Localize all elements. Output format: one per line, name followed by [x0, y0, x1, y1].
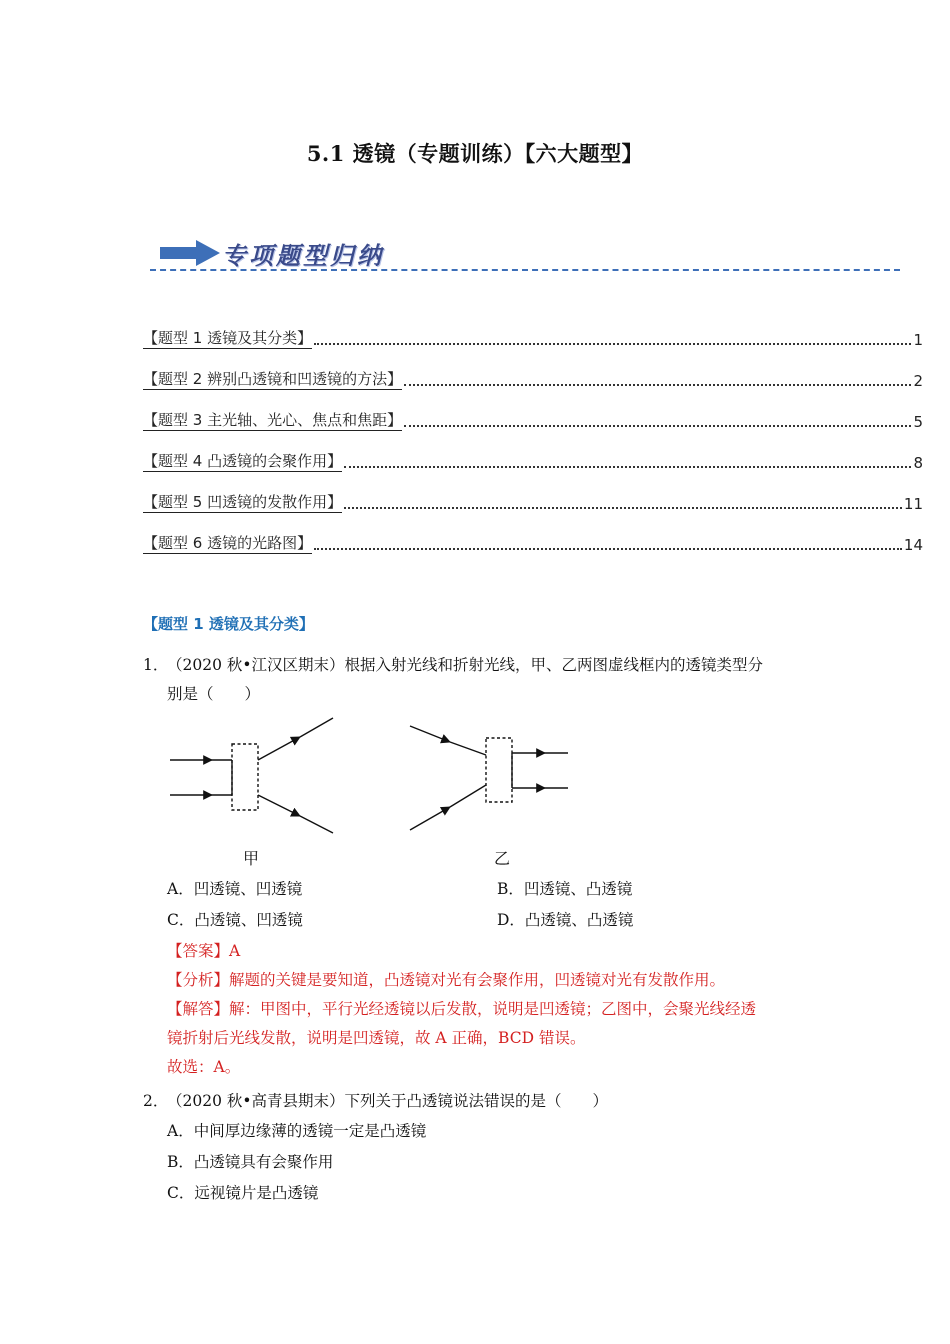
question-2 [143, 1087, 823, 1116]
answer: 【答案】A [167, 942, 241, 960]
figure-left [170, 718, 333, 833]
toc-item-label[interactable]: 【题型 2 辨别凸透镜和凹透镜的方法】 [143, 370, 403, 388]
option-a[interactable]: A．凹透镜、凹透镜 [167, 880, 303, 898]
right-arrow-icon [160, 240, 220, 266]
option-d[interactable]: D．凸透镜、凸透镜 [497, 911, 634, 929]
answer-block [167, 937, 817, 1082]
banner-divider [150, 269, 900, 271]
toc-item[interactable] [143, 513, 923, 554]
toc-item[interactable] [143, 472, 923, 513]
lens-diagram [160, 710, 590, 870]
question-number: 1． [143, 656, 169, 674]
toc-leader-dots [404, 425, 911, 427]
toc-item[interactable] [143, 431, 923, 472]
toc-item[interactable] [143, 308, 923, 349]
question-number: 2． [143, 1092, 169, 1110]
option-b[interactable]: B．凸透镜具有会聚作用 [167, 1153, 334, 1171]
banner-title: 专项题型归纳 [222, 242, 384, 270]
figure-label-yi: 乙 [494, 849, 511, 868]
final-choice: 故选：A。 [167, 1058, 241, 1076]
question-2-options [167, 1116, 867, 1209]
toc-leader-dots [344, 507, 902, 509]
toc-item-page: 8 [913, 454, 923, 472]
toc-item-page: 11 [903, 495, 923, 513]
toc-item-page: 5 [913, 413, 923, 431]
question-1 [143, 651, 823, 709]
analysis: 【分析】解题的关键是要知道，凸透镜对光有会聚作用，凹透镜对光有发散作用。 [167, 971, 726, 989]
question-stem: （2020 秋•江汉区期末）根据入射光线和折射光线，甲、乙两图虚线框内的透镜类型分 [167, 656, 764, 674]
toc-leader-dots [314, 548, 902, 550]
toc-item[interactable] [143, 390, 923, 431]
toc-item-label[interactable]: 【题型 1 透镜及其分类】 [143, 329, 313, 347]
solution-cont: 镜折射后光线发散，说明是凹透镜，故 A 正确，BCD 错误。 [167, 1029, 586, 1047]
option-c[interactable]: C．远视镜片是凸透镜 [167, 1184, 319, 1202]
toc-leader-dots [404, 384, 911, 386]
option-b[interactable]: B．凹透镜、凸透镜 [497, 880, 633, 898]
toc-leader-dots [344, 466, 911, 468]
figure-right [410, 726, 568, 830]
question-stem-cont: 别是（ ） [167, 685, 261, 703]
toc-item-label[interactable]: 【题型 5 凹透镜的发散作用】 [143, 493, 343, 511]
toc-item-label[interactable]: 【题型 4 凸透镜的会聚作用】 [143, 452, 343, 470]
toc-item-page: 14 [903, 536, 923, 554]
question-stem: （2020 秋•高青县期末）下列关于凸透镜说法错误的是（ ） [167, 1092, 609, 1110]
question-1-options [167, 874, 867, 936]
toc-item-page: 1 [913, 331, 923, 349]
option-c[interactable]: C．凸透镜、凹透镜 [167, 911, 303, 929]
section-heading: 【题型 1 透镜及其分类】 [143, 615, 314, 633]
page-title: 5.1 透镜（专题训练）【六大题型】 [306, 141, 644, 166]
section-banner [150, 232, 900, 274]
solution: 【解答】解：甲图中，平行光经透镜以后发散，说明是凹透镜；乙图中，会聚光线经透 [167, 1000, 757, 1018]
toc-item-page: 2 [913, 372, 923, 390]
toc-item-label[interactable]: 【题型 6 透镜的光路图】 [143, 534, 313, 552]
figure-label-jia: 甲 [243, 849, 260, 868]
toc-item[interactable] [143, 349, 923, 390]
table-of-contents [143, 308, 923, 554]
option-a[interactable]: A．中间厚边缘薄的透镜一定是凸透镜 [167, 1122, 427, 1140]
toc-item-label[interactable]: 【题型 3 主光轴、光心、焦点和焦距】 [143, 411, 403, 429]
toc-leader-dots [314, 343, 911, 345]
